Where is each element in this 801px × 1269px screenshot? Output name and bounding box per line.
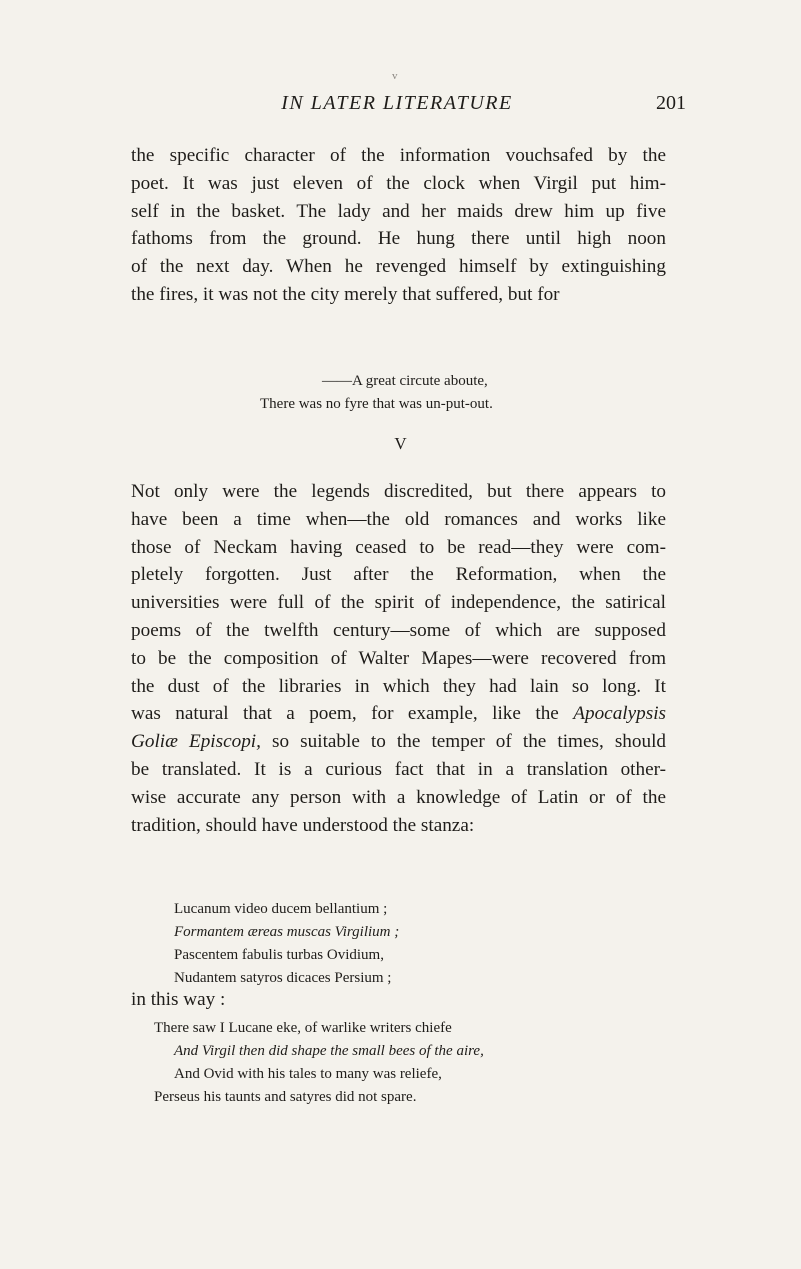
text-line: self in the basket. The lady and her maids drew him up five <box>131 200 666 222</box>
italic-title: Goliæ Episcopi, <box>131 731 261 753</box>
text-line: the dust of the libraries in which they had lain so long. It <box>131 675 666 697</box>
text-line: poems of the twelfth century—some of which are supposed <box>131 619 666 641</box>
text-line <box>131 700 666 728</box>
text-line: the specific character of the information vouchsafed by the <box>131 145 666 166</box>
text-line: universities were full of the spirit of independence, the satirical <box>131 592 666 614</box>
text-line: tradition, should have understood the stanza: <box>131 814 475 836</box>
running-head: IN LATER LITERATURE <box>281 92 513 114</box>
paragraph-2 <box>131 478 666 839</box>
text-line: be translated. It is a curious fact that in a translation other- <box>131 758 666 780</box>
quote-line: There was no fyre that was un-put-out. <box>260 396 493 412</box>
text-line: those of Neckam having ceased to be read—they were com- <box>131 536 666 558</box>
italic-title: Apocalypsis <box>573 703 666 725</box>
text-line: in this way : <box>131 989 226 1010</box>
page-header <box>108 92 686 122</box>
text-line: poet. It was just eleven of the clock when Virgil put him- <box>131 172 666 194</box>
text-line: wise accurate any person with a knowledge of Latin or of the <box>131 786 666 808</box>
stanza-line: And Ovid with his tales to many was reliefe, <box>174 1066 442 1082</box>
text-segment: so suitable to the temper of the times, should <box>272 731 667 753</box>
stanza-line: And Virgil then did shape the small bees of the aire, <box>174 1043 484 1059</box>
top-mark: v <box>392 70 398 82</box>
text-line: the fires, it was not the city merely that suffered, but for <box>131 283 560 305</box>
stanza-line: Nudantem satyros dicaces Persium ; <box>174 970 392 986</box>
text-line: of the next day. When he revenged himself by extinguishing <box>131 256 666 278</box>
stanza-line: Formantem æreas muscas Virgilium ; <box>174 924 400 940</box>
text-line: pletely forgotten. Just after the Reformation, when the <box>131 564 666 586</box>
text-line: Not only were the legends discredited, but there appears to <box>131 481 666 502</box>
quote-line: ——A great circute aboute, <box>322 373 488 389</box>
text-line: to be the composition of Walter Mapes—were recovered from <box>131 647 666 669</box>
text-line: fathoms from the ground. He hung there until high noon <box>131 228 666 250</box>
text-line <box>131 728 666 756</box>
connective-text <box>131 986 666 1014</box>
stanza-line: Pascentem fabulis turbas Ovidium, <box>174 947 384 963</box>
section-number: V <box>394 434 407 453</box>
text-line: have been a time when—the old romances and works like <box>131 508 666 530</box>
paragraph-1 <box>131 142 666 309</box>
stanza-line: Perseus his taunts and satyres did not spare. <box>154 1089 417 1105</box>
text-segment: was natural that a poem, for example, like the <box>131 703 559 725</box>
stanza-line: Lucanum video ducem bellantium ; <box>174 901 388 917</box>
stanza-line: There saw I Lucane eke, of warlike writers chiefe <box>154 1020 452 1036</box>
page-number: 201 <box>656 92 686 114</box>
